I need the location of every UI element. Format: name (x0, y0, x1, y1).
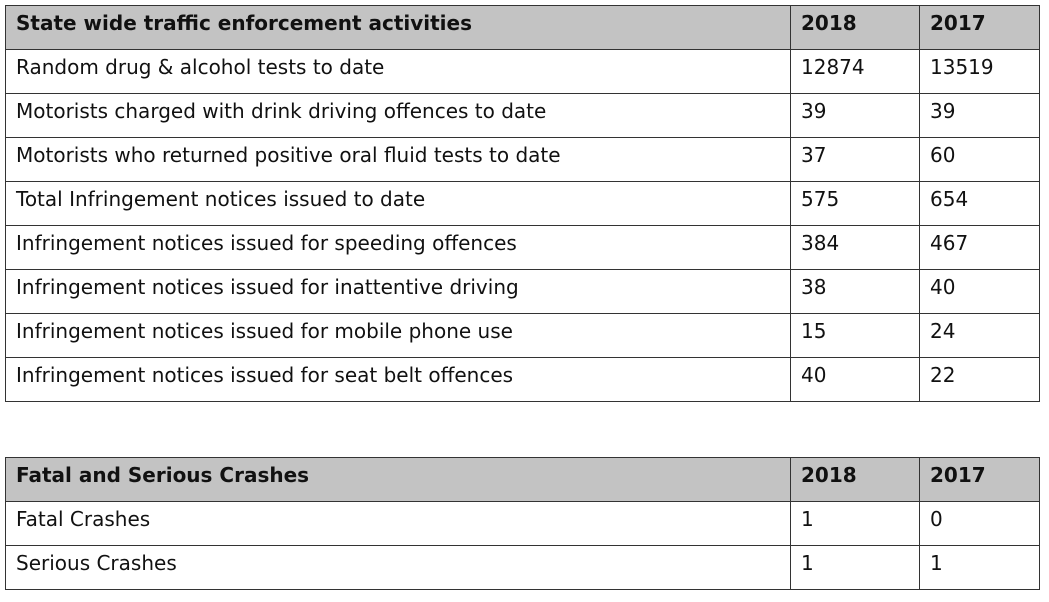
row-label: Infringement notices issued for speeding offences (6, 226, 791, 270)
crashes-header-2017: 2017 (920, 458, 1040, 502)
table-row (6, 182, 1040, 226)
crashes-header-row (6, 458, 1040, 502)
enforcement-header-2018: 2018 (791, 6, 920, 50)
row-value-2018: 39 (791, 94, 920, 138)
row-label: Infringement notices issued for seat belt offences (6, 358, 791, 402)
row-value-2018: 1 (791, 546, 920, 590)
row-label: Total Infringement notices issued to date (6, 182, 791, 226)
crashes-table (5, 457, 1040, 590)
row-label: Infringement notices issued for mobile phone use (6, 314, 791, 358)
row-value-2018: 40 (791, 358, 920, 402)
table-row (6, 314, 1040, 358)
row-value-2017: 40 (920, 270, 1040, 314)
enforcement-header-row (6, 6, 1040, 50)
row-value-2017: 39 (920, 94, 1040, 138)
row-value-2017: 0 (920, 502, 1040, 546)
row-label: Serious Crashes (6, 546, 791, 590)
table-row (6, 94, 1040, 138)
table-row (6, 226, 1040, 270)
table-row (6, 50, 1040, 94)
row-value-2018: 575 (791, 182, 920, 226)
row-value-2018: 37 (791, 138, 920, 182)
row-value-2017: 467 (920, 226, 1040, 270)
enforcement-header-2017: 2017 (920, 6, 1040, 50)
row-label: Motorists charged with drink driving offences to date (6, 94, 791, 138)
row-value-2018: 15 (791, 314, 920, 358)
row-value-2017: 654 (920, 182, 1040, 226)
table-row (6, 546, 1040, 590)
row-label: Motorists who returned positive oral fluid tests to date (6, 138, 791, 182)
table-row (6, 138, 1040, 182)
row-value-2018: 384 (791, 226, 920, 270)
enforcement-header-label: State wide traffic enforcement activities (6, 6, 791, 50)
row-label: Infringement notices issued for inattentive driving (6, 270, 791, 314)
table-row (6, 502, 1040, 546)
crashes-header-2018: 2018 (791, 458, 920, 502)
row-value-2017: 22 (920, 358, 1040, 402)
row-label: Random drug & alcohol tests to date (6, 50, 791, 94)
row-value-2018: 1 (791, 502, 920, 546)
table-row (6, 270, 1040, 314)
row-value-2017: 13519 (920, 50, 1040, 94)
row-value-2017: 60 (920, 138, 1040, 182)
row-value-2017: 24 (920, 314, 1040, 358)
row-value-2018: 38 (791, 270, 920, 314)
row-value-2018: 12874 (791, 50, 920, 94)
row-value-2017: 1 (920, 546, 1040, 590)
table-row (6, 358, 1040, 402)
crashes-header-label: Fatal and Serious Crashes (6, 458, 791, 502)
enforcement-table (5, 5, 1040, 402)
row-label: Fatal Crashes (6, 502, 791, 546)
